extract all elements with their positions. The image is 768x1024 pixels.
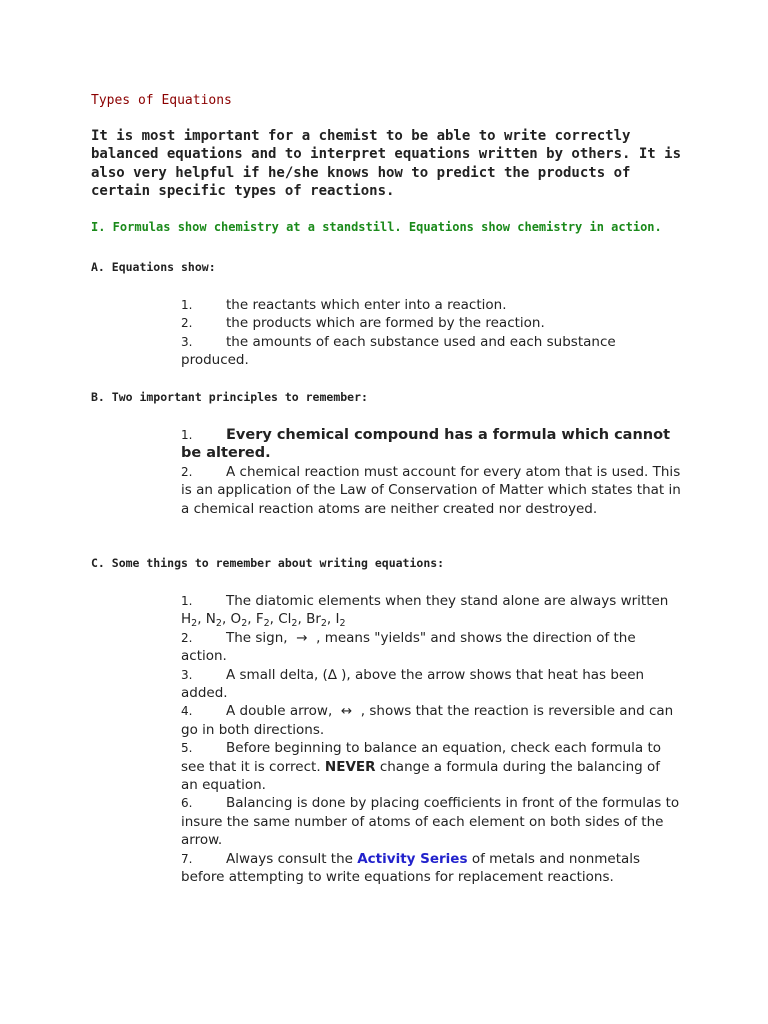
item-number: 3. <box>181 334 193 349</box>
item-number: 7. <box>181 851 193 866</box>
item-number: 1. <box>181 594 193 608</box>
delta-icon: ∆ <box>327 666 337 683</box>
item-text: The diatomic elements when they stand alone are always written <box>226 593 669 609</box>
item-text: ), above the arrow shows that heat has been added. <box>181 666 645 702</box>
intro-paragraph: It is most important for a chemist to be able to write correctly balanced equations and to interpret equations written by others. It is also very helpful if he/she knows how to predict the products of certain specific types of reactions. <box>91 128 682 200</box>
item-text: A chemical reaction must account for every atom that is used. This is an application of the Law of Conservation of Matter which states that in a chemical reaction atoms are neither created nor destroyed. <box>181 463 681 517</box>
item-text: , shows that the reaction is reversible and can go in both directions. <box>181 703 674 738</box>
item-text: Before beginning to balance an equation, check each formula to see that it is correct. <box>181 740 662 775</box>
item-text: , means "yields" and shows the direction of the action. <box>181 629 636 665</box>
item-number: 4. <box>181 704 193 719</box>
section-a-list <box>181 296 681 370</box>
item-text: A small delta, ( <box>226 666 328 683</box>
activity-series-link[interactable]: Activity Series <box>357 850 468 867</box>
section-a-heading: A. Equations show: <box>91 260 216 274</box>
item-text: Balancing is done by placing coefficients in front of the formulas to insure the same number of atoms of each element on both sides of the arrow. <box>181 795 680 849</box>
diatomic-formula: $F_2$, <box>255 611 279 630</box>
item-text: of metals and nonmetals before attempting to write equations for replacement reactions. <box>181 850 641 886</box>
diatomic-formula: $O_2$, <box>230 611 256 630</box>
item-text: Every chemical compound has a formula which cannot be altered. <box>181 427 670 462</box>
list-item <box>181 314 681 332</box>
item-number: 5. <box>181 741 193 756</box>
item-number: 1. <box>181 428 193 442</box>
diatomic-formula: $H_2$, <box>181 611 206 630</box>
item-text: The sign, <box>226 629 288 646</box>
section-c-heading: C. Some things to remember about writing equations: <box>91 556 445 570</box>
diatomic-formula: $N_2$, <box>205 611 231 630</box>
item-number: 2. <box>181 464 193 479</box>
section-c-list <box>181 592 681 887</box>
item-text: change a formula during the balancing of an equation. <box>181 758 661 794</box>
page-title: Types of Equations <box>91 93 232 108</box>
item-text: the amounts of each substance used and each substance produced. <box>181 333 616 369</box>
item-number: 3. <box>181 667 193 682</box>
list-item <box>181 666 681 703</box>
list-item <box>181 629 681 666</box>
section-i-heading: I. Formulas show chemistry at a standstill. Equations show chemistry in action. <box>91 220 662 234</box>
list-item <box>181 426 681 463</box>
list-item <box>181 296 681 314</box>
section-b-heading: B. Two important principles to remember: <box>91 390 368 404</box>
item-text: A double arrow, <box>226 703 333 720</box>
yields-arrow-icon: → <box>296 629 308 646</box>
item-number: 6. <box>181 796 193 811</box>
emphasis-text: NEVER <box>324 758 376 775</box>
item-text: the reactants which enter into a reaction. <box>226 297 507 313</box>
list-item <box>181 592 681 629</box>
double-arrow-icon: ↔ <box>340 703 353 720</box>
diatomic-formula: $Cl_2$, <box>278 611 307 630</box>
item-number: 2. <box>181 630 193 645</box>
list-item <box>181 794 681 849</box>
list-item <box>181 702 681 739</box>
list-item <box>181 850 681 887</box>
list-item <box>181 463 681 518</box>
item-number: 2. <box>181 316 193 331</box>
section-b-list <box>181 426 681 518</box>
item-text: Always consult the <box>226 850 353 867</box>
list-item <box>181 333 681 370</box>
item-number: 1. <box>181 298 193 312</box>
item-text: the products which are formed by the reaction. <box>226 315 545 332</box>
list-item <box>181 739 681 794</box>
diatomic-formula: $I_2$ <box>335 611 346 630</box>
diatomic-formula: $Br_2$, <box>306 611 336 630</box>
